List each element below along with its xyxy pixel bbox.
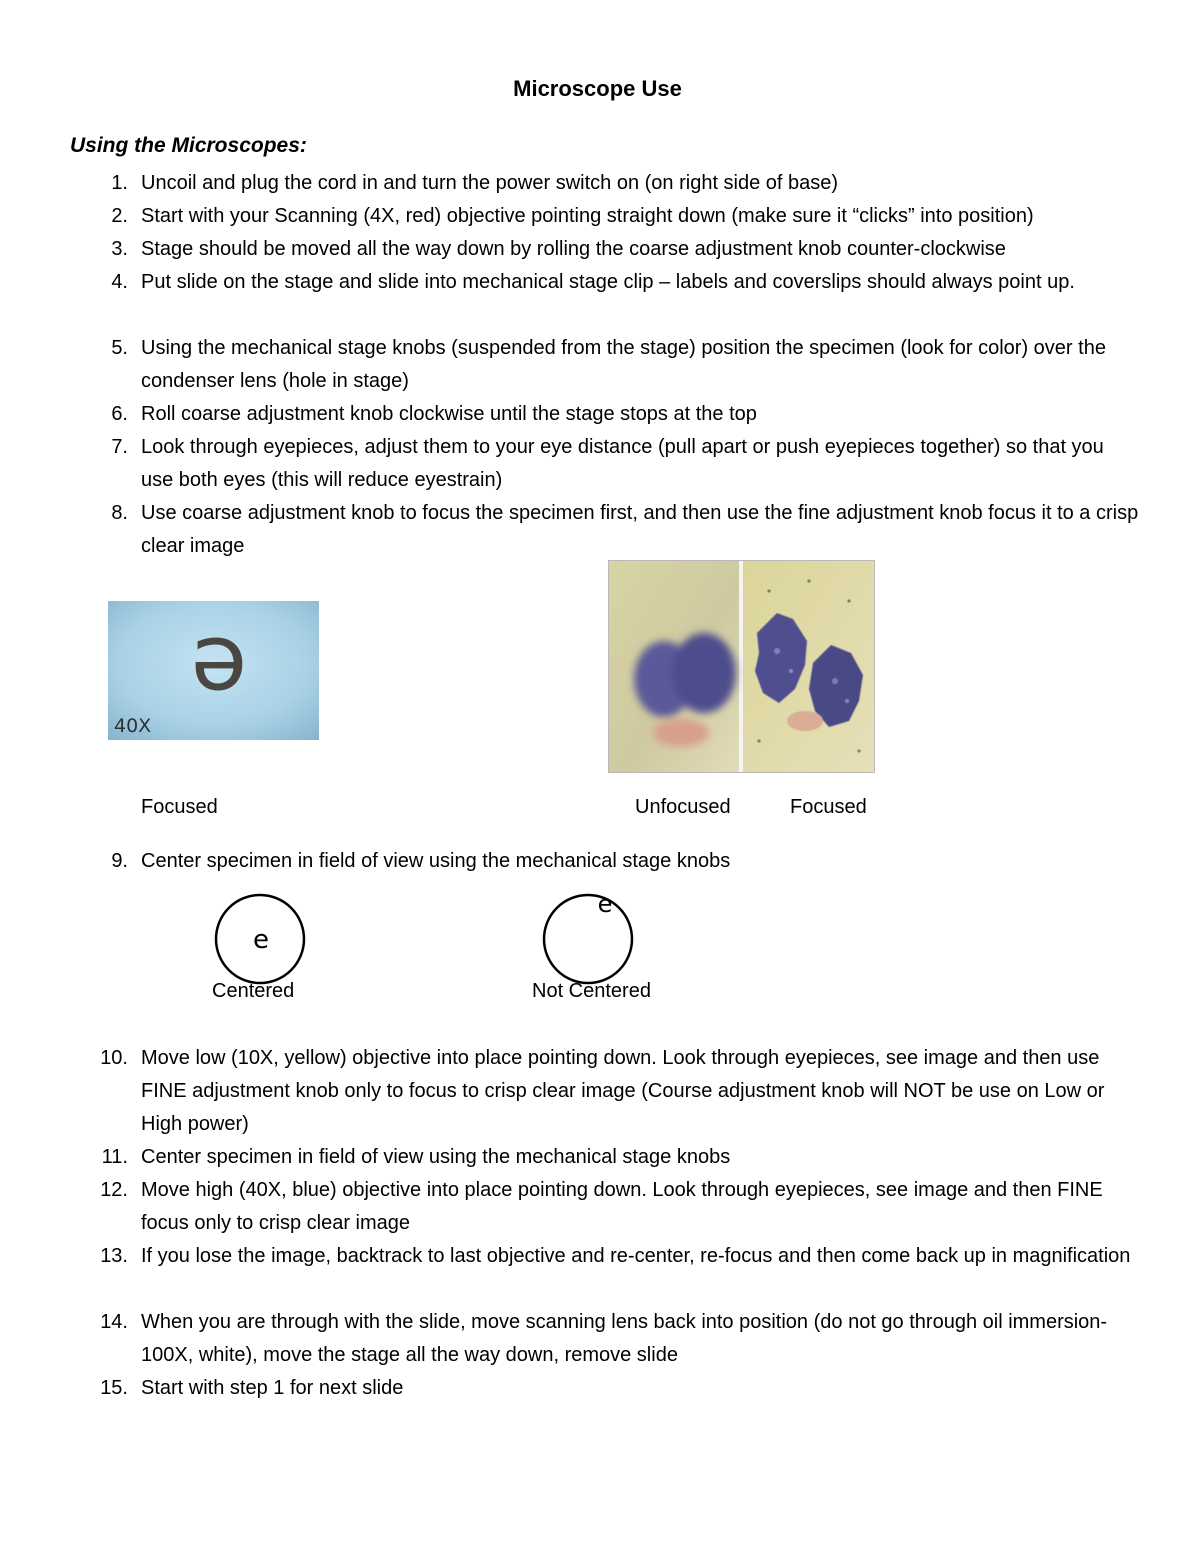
list-item <box>100 266 1140 299</box>
step-text: Start with step 1 for next slide <box>141 1377 404 1399</box>
list-item <box>100 1240 1140 1273</box>
step-text: Roll coarse adjustment knob clockwise until the stage stops at the top <box>141 403 757 425</box>
list-item <box>100 431 1140 497</box>
step-number: 10. <box>100 1047 128 1069</box>
step-number: 1. <box>111 172 128 194</box>
list-item <box>100 1174 1140 1240</box>
step-text: Use coarse adjustment knob to focus the specimen first, and then use the fine adjustment knob focus it to a crisp clear image <box>141 502 1139 557</box>
step-number: 7. <box>111 436 128 458</box>
step-number: 13. <box>100 1245 128 1267</box>
step-number: 9. <box>111 850 128 872</box>
centered-diagram <box>200 890 320 990</box>
step-number: 15. <box>100 1377 128 1399</box>
list-item <box>100 167 1140 200</box>
section-subtitle: Using the Microscopes: <box>70 134 307 157</box>
caption-unfocused: Unfocused <box>635 796 731 818</box>
list-item <box>100 845 1140 878</box>
list-item <box>100 200 1140 233</box>
step-text: Move high (40X, blue) objective into place pointing down. Look through eyepieces, see image and then FINE focus only to crisp clear image <box>141 1179 1103 1234</box>
step-text: When you are through with the slide, move scanning lens back into position (do not go through oil immersion- 100X, white), move the stage all the way down, remove slide <box>141 1311 1108 1366</box>
step-number: 4. <box>111 271 128 293</box>
step-number: 11. <box>101 1146 128 1168</box>
caption-not-centered: Not Centered <box>532 980 651 1002</box>
caption-focused-right: Focused <box>790 796 867 818</box>
step-number: 8. <box>111 502 128 524</box>
step-number: 3. <box>111 238 128 260</box>
caption-centered: Centered <box>212 980 295 1002</box>
image-letter: e <box>190 617 248 724</box>
list-item <box>100 1042 1140 1141</box>
focus-comparison-image <box>608 560 875 773</box>
step-text: Stage should be moved all the way down by rolling the coarse adjustment knob counter-clockwise <box>141 238 1006 260</box>
focused-40x-image <box>108 601 319 740</box>
step-text: Center specimen in field of view using the mechanical stage knobs <box>141 1146 731 1168</box>
step-number: 5. <box>111 337 128 359</box>
centered-letter: e <box>253 925 269 955</box>
step-text: Look through eyepieces, adjust them to your eye distance (pull apart or push eyepieces together) so that you use both eyes (this will reduce eyestrain) <box>141 436 1104 491</box>
step-text: Put slide on the stage and slide into mechanical stage clip – labels and coverslips should always point up. <box>141 271 1075 293</box>
caption-focused-left: Focused <box>141 796 218 818</box>
step-text: Center specimen in field of view using the mechanical stage knobs <box>141 850 731 872</box>
list-item <box>100 332 1140 398</box>
step-text: Move low (10X, yellow) objective into place pointing down. Look through eyepieces, see image and then use FINE adjustment knob only to focus to crisp clear image (Course adjustment knob will NOT be use on Low or High power) <box>141 1047 1105 1135</box>
list-item <box>100 233 1140 266</box>
page-title: Microscope Use <box>513 76 682 101</box>
step-number: 14. <box>100 1311 128 1333</box>
list-item <box>100 497 1140 563</box>
not-centered-diagram <box>530 885 650 990</box>
step-text: Start with your Scanning (4X, red) objective pointing straight down (make sure it “clicks” into position) <box>141 205 1034 227</box>
list-item <box>100 1141 1140 1174</box>
list-item <box>100 398 1140 431</box>
step-text: Uncoil and plug the cord in and turn the power switch on (on right side of base) <box>141 172 839 194</box>
step-text: Using the mechanical stage knobs (suspended from the stage) position the specimen (look for color) over the condenser lens (hole in stage) <box>141 337 1106 392</box>
list-item <box>100 1372 1140 1405</box>
step-text: If you lose the image, backtrack to last objective and re-center, re-focus and then come back up in magnification <box>141 1245 1131 1267</box>
not-centered-letter: e <box>597 890 613 918</box>
list-item <box>100 1306 1140 1372</box>
step-number: 6. <box>111 403 128 425</box>
step-number: 2. <box>111 205 128 227</box>
magnification-label: 40X <box>114 715 152 737</box>
step-number: 12. <box>100 1179 128 1201</box>
